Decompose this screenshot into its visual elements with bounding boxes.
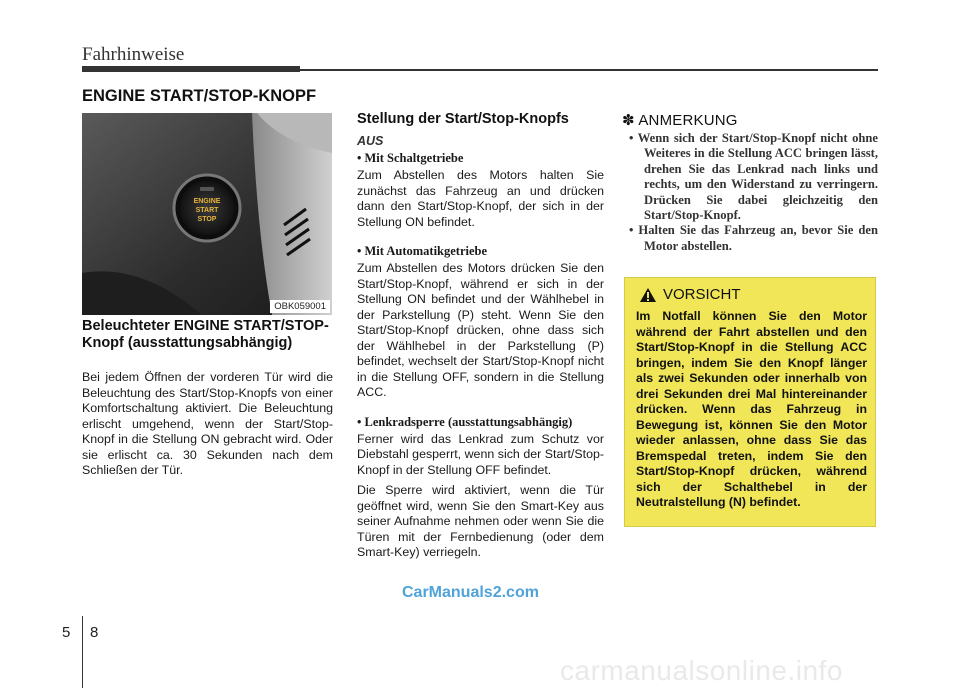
- manual-transmission-text: Zum Abstellen des Motors halten Sie zunächst das Fahrzeug an und drücken dann den Start/Stop-Knopf, der sich in der Stellung ON befindet.: [357, 168, 604, 229]
- note-list: [622, 131, 878, 254]
- page-header-title: Fahrhinweise: [82, 44, 185, 65]
- button-text-engine: ENGINE: [193, 198, 221, 205]
- note-title: ANMERKUNG: [638, 112, 738, 129]
- bottom-watermark: carmanualsonline.info: [560, 655, 843, 686]
- note-item: • Wenn sich der Start/Stop-Knopf nicht ohne Weiteres in die Stellung ACC bringen lässt, drehen Sie das Lenkrad nach links und rechts, um den Widerstand zu verringern. Drücken Sie dabei gleichzeitig den Start/Stop-Knopf.: [629, 131, 878, 223]
- steering-lock-heading: • Lenkradsperre (ausstattungsabhängig): [357, 414, 573, 429]
- aus-label: AUS: [357, 134, 384, 148]
- caution-heading: [639, 286, 741, 303]
- button-text-start: START: [195, 207, 219, 214]
- note-star-icon: ✽: [622, 112, 635, 129]
- manual-transmission-heading: • Mit Schaltgetriebe: [357, 151, 464, 165]
- note-heading: [622, 111, 878, 129]
- positions-heading: Stellung der Start/Stop-Knopfs: [357, 111, 569, 127]
- caution-text: Im Notfall können Sie den Motor während der Fahrt abstellen und den Start/Stop-Knopf in die Stellung ACC bringen, indem Sie den Knopf länger als zwei Sekunden oder innerhalb von drei Sekunden drei Mal hintereinander drücken. Wenn das Fahrzeug in Bewegung ist, können Sie den Motor wieder anlassen, ohne dass Sie das Bremspedal treten, indem Sie den Start/Stop-Knopf drücken, während sich der Schalthebel in der Neutralstellung (N) befindet.: [636, 309, 867, 509]
- caution-box: [624, 277, 876, 527]
- page-number: 8: [90, 624, 99, 641]
- page-number-divider: [82, 616, 83, 688]
- caution-title: VORSICHT: [663, 286, 741, 303]
- automatic-transmission-text: Zum Abstellen des Motors drücken Sie den Start/Stop-Knopf, während er sich in der Stellung ON befindet und der Wählhebel in der Parkstellung (P) steht. Wenn Sie den Start/Stop-Knopf drücken, ohne dass sich der Wählhebel in der Parkstellung (P) befindet, wechselt der Start/Stop-Knopf nicht in die Stellung OFF, sondern in die Stellung ACC.: [357, 261, 604, 399]
- illuminated-button-text: Bei jedem Öffnen der vorderen Tür wird die Beleuchtung des Start/Stop-Knopfs von einer Komfortschaltung aktiviert. Die Beleuchtung erlischt umgehend, wenn der Start/Stop-Knopf in die Stellung ON gebracht wird. Oder sie erlischt ca. 30 Sekunden nach dem Schließen der Tür.: [82, 370, 333, 477]
- button-text-stop: STOP: [197, 216, 217, 223]
- page-section-number: 5: [62, 624, 71, 641]
- header-rule-thick: [82, 66, 300, 72]
- watermark-link[interactable]: CarManuals2.com: [402, 584, 539, 601]
- steering-lock-text-2: Die Sperre wird aktiviert, wenn die Tür geöffnet wird, wenn Sie den Smart-Key aus seiner Aufnahme nehmen oder wenn Sie die Türen mit der Fernbedienung (oder dem Smart-Key) verriegeln.: [357, 483, 604, 559]
- automatic-transmission-heading: • Mit Automatikgetriebe: [357, 244, 488, 258]
- dashboard-illustration: [82, 113, 332, 315]
- note-item: • Halten Sie das Fahrzeug an, bevor Sie den Motor abstellen.: [629, 223, 878, 253]
- header-rule-thin: [300, 69, 878, 71]
- section-title: ENGINE START/STOP-KNOPF: [82, 87, 317, 105]
- start-stop-button-photo: [82, 113, 332, 315]
- warning-triangle-icon: [639, 287, 657, 303]
- steering-lock-text-1: Ferner wird das Lenkrad zum Schutz vor Diebstahl gesperrt, wenn sich der Start/Stop-Knopf in der Stellung OFF befindet.: [357, 431, 604, 477]
- illuminated-button-heading: Beleuchteter ENGINE START/STOP-Knopf (ausstattungsabhängig): [82, 318, 329, 351]
- image-reference-label: OBK059001: [270, 300, 330, 313]
